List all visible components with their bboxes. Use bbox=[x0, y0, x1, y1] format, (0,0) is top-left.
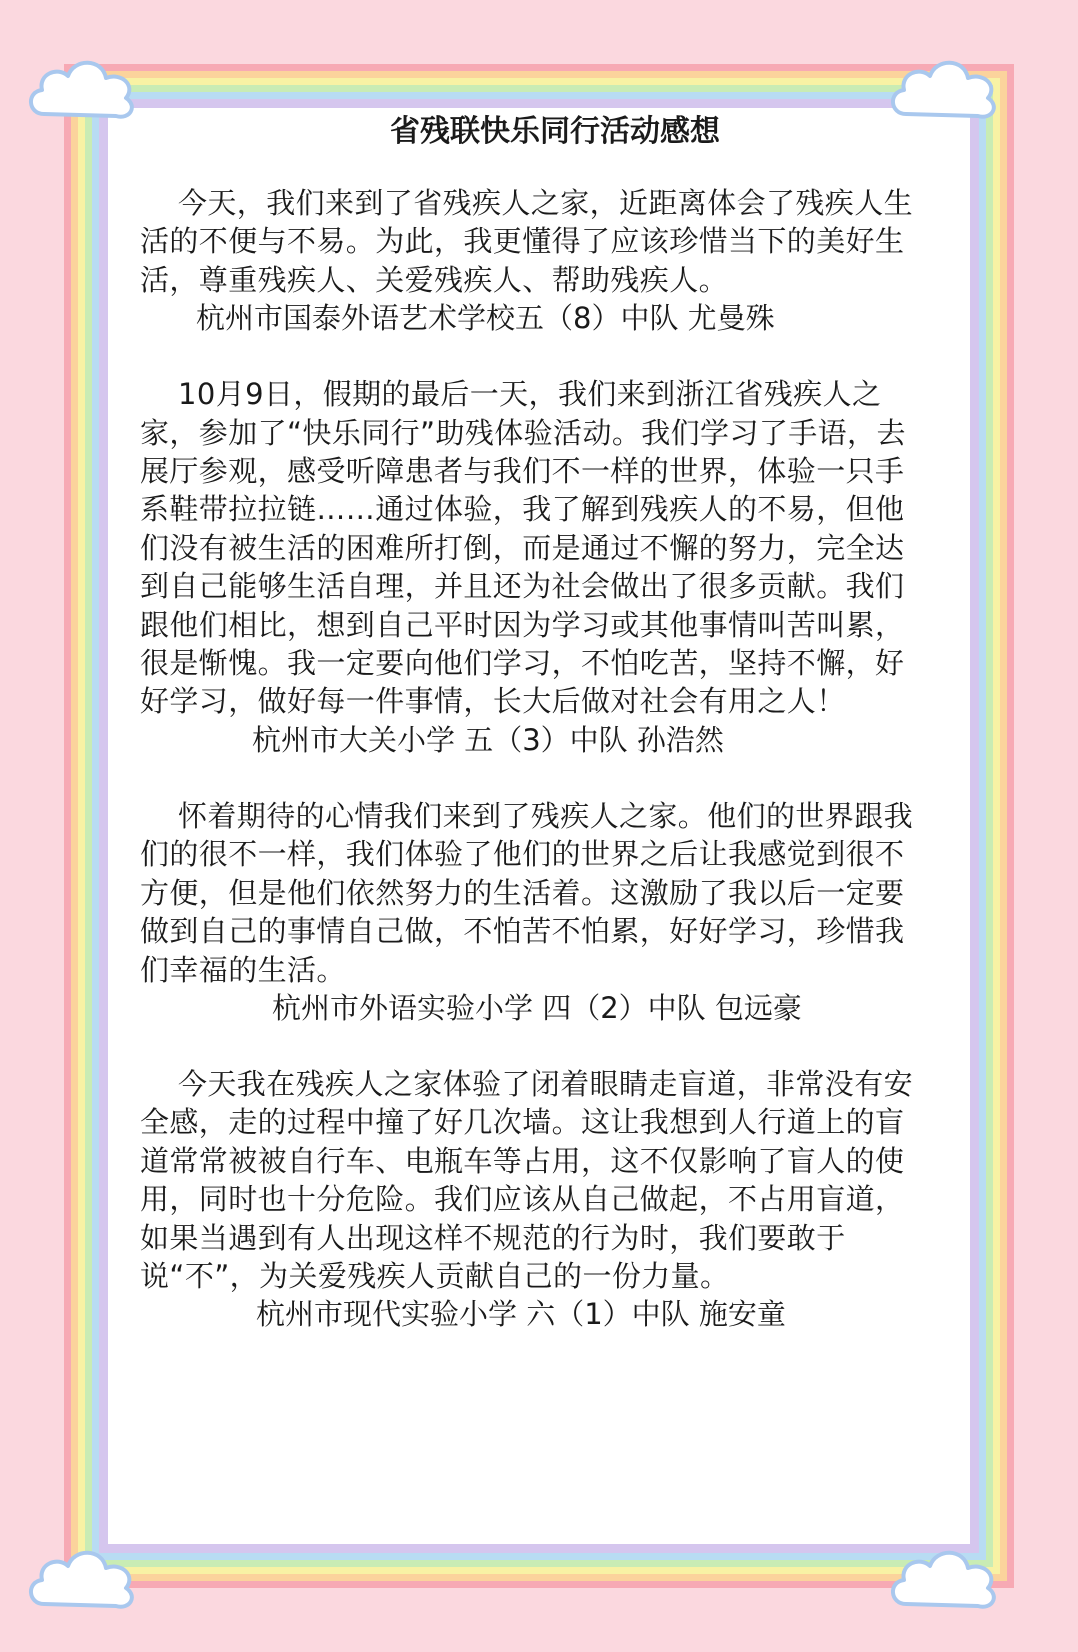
reflection-paragraph: 今天我在残疾人之家体验了闭着眼睛走盲道，非常没有安全感，走的过程中撞了好几次墙。这让我想到人行道上的盲道常常被被自行车、电瓶车等占用，这不仅影响了盲人的使用，同时也十分危险。我们应该从自己做起，不占用盲道，如果当遇到有人出现这样不规范的行为时，我们要敢于说“不”，为关爱残疾人贡献自己的一份力量。 bbox=[140, 1066, 914, 1293]
reflection-paragraph: 怀着期待的心情我们来到了残疾人之家。他们的世界跟我们的很不一样，我们体验了他们的世界之后让我感觉到很不方便，但是他们依然努力的生活着。这激励了我以后一定要做到自己的事情自己做，不怕苦不怕累，好好学习，珍惜我们幸福的生活。 bbox=[140, 798, 914, 987]
cloud-icon bbox=[22, 40, 142, 130]
document-content bbox=[140, 108, 930, 1333]
author-signature: 杭州市现代实验小学 六（1）中队 施安童 bbox=[256, 1297, 786, 1332]
reflection-paragraph: 今天，我们来到了省残疾人之家，近距离体会了残疾人生活的不便与不易。为此，我更懂得了应该珍惜当下的美好生活，尊重残疾人、关爱残疾人、帮助残疾人。 bbox=[140, 186, 914, 297]
author-signature: 杭州市国泰外语艺术学校五（8）中队 尤曼殊 bbox=[196, 301, 775, 336]
cloud-icon bbox=[22, 1530, 142, 1620]
page-title: 省残联快乐同行活动感想 bbox=[390, 114, 720, 149]
reflection-paragraph: 10月9日，假期的最后一天，我们来到浙江省残疾人之家，参加了“快乐同行”助残体验活动。我们学习了手语，去展厅参观，感受听障患者与我们不一样的世界，体验一只手系鞋带拉拉链……通过体验，我了解到残疾人的不易，但他们没有被生活的困难所打倒，而是通过不懈的努力，完全达到自己能够生活自理，并且还为社会做出了很多贡献。我们跟他们相比，想到自己平时因为学习或其他事情叫苦叫累，很是惭愧。我一定要向他们学习，不怕吃苦，坚持不懈，好好学习，做好每一件事情，长大后做对社会有用之人！ bbox=[140, 377, 906, 719]
author-signature: 杭州市外语实验小学 四（2）中队 包远豪 bbox=[272, 990, 802, 1025]
cloud-icon bbox=[884, 1530, 1004, 1620]
author-signature: 杭州市大关小学 五（3）中队 孙浩然 bbox=[252, 722, 724, 757]
